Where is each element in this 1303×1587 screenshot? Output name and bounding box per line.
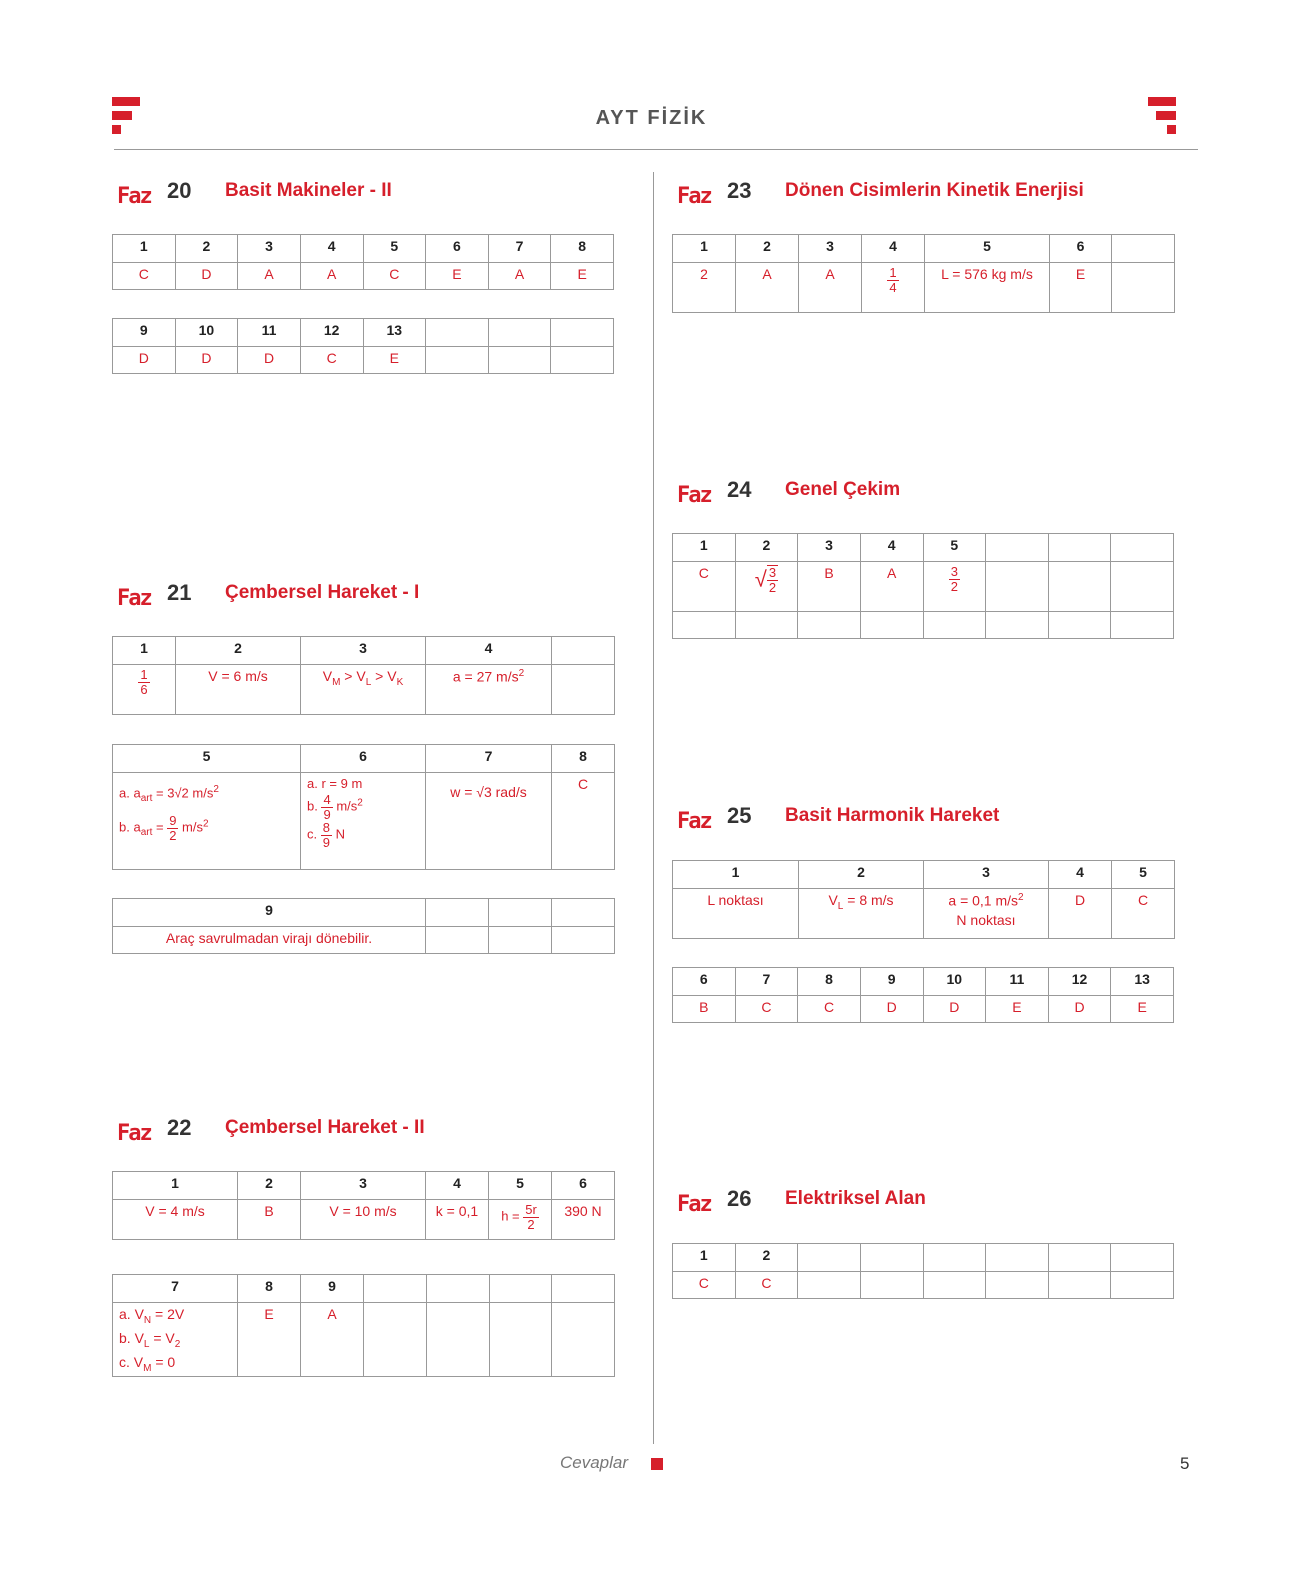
- answer: $V_M > V_L > V_K$: [301, 665, 426, 715]
- faz-logo: Faz: [677, 1192, 711, 1217]
- answer: B: [673, 996, 736, 1023]
- q-number: 2: [799, 861, 924, 889]
- answer: 2: [673, 263, 736, 313]
- numerator: 5r: [525, 1202, 537, 1217]
- q-number: 6: [301, 745, 426, 773]
- empty-cell: [986, 1244, 1049, 1272]
- q-number: 8: [798, 968, 861, 996]
- denominator: 2: [950, 578, 958, 594]
- section-header-23: [677, 178, 1197, 208]
- numerator: 3: [768, 565, 777, 580]
- q-number: 8: [551, 235, 614, 263]
- fraction: [949, 565, 960, 593]
- empty-cell: [986, 562, 1049, 612]
- section-header-21: [117, 580, 617, 610]
- answer: D: [175, 263, 238, 290]
- empty-cell: [1111, 1244, 1174, 1272]
- answer: C: [113, 263, 176, 290]
- answer: D: [1048, 996, 1111, 1023]
- empty-cell: [427, 1303, 490, 1377]
- answer-text: b. a: [119, 819, 141, 835]
- answer: [923, 562, 986, 612]
- answer-text: b. V: [119, 1329, 144, 1346]
- q-number: 3: [798, 534, 861, 562]
- answer: B: [238, 1200, 301, 1240]
- empty-cell: [1111, 1272, 1174, 1299]
- empty-cell: [923, 1244, 986, 1272]
- section-title: Dönen Cisimlerin Kinetik Enerjisi: [785, 180, 1084, 201]
- answer: B: [798, 562, 861, 612]
- answer: E: [426, 263, 489, 290]
- answer: 390 N: [552, 1200, 615, 1240]
- denominator: 9: [323, 806, 331, 822]
- q-number: 1: [673, 861, 799, 889]
- answer: C: [1112, 889, 1175, 939]
- q-number: 11: [986, 968, 1049, 996]
- section-title: Basit Harmonik Hareket: [785, 805, 1000, 826]
- empty-cell: [490, 1275, 552, 1303]
- empty-cell: [986, 1272, 1049, 1299]
- answer: E: [986, 996, 1049, 1023]
- answer: E: [1111, 996, 1174, 1023]
- empty-cell: [860, 1272, 923, 1299]
- answer-text: w = √3 rad/s: [450, 784, 527, 800]
- faz-logo: Faz: [677, 184, 711, 209]
- q-number: 7: [426, 745, 552, 773]
- answer-line: a = 0,1 $m/s^2$: [948, 892, 1024, 909]
- answer: [113, 1303, 238, 1377]
- faz-logo: Faz: [677, 809, 711, 834]
- empty-cell: [426, 319, 489, 347]
- fraction: [523, 1203, 539, 1231]
- fraction: [767, 565, 778, 594]
- section-number: 22: [167, 1115, 192, 1140]
- answer-text: = 8 m/s: [847, 892, 894, 908]
- answer: A: [488, 263, 551, 290]
- answer-text: = V: [153, 1329, 175, 1346]
- q-number: 8: [238, 1275, 301, 1303]
- q-number: 3: [301, 637, 426, 665]
- answer-text: m/s: [182, 819, 203, 835]
- answer: C: [673, 562, 736, 612]
- empty-cell: [552, 927, 615, 954]
- answer: k = 0,1: [426, 1200, 489, 1240]
- footer-square-icon: [651, 1458, 663, 1470]
- column-divider: [653, 172, 654, 1444]
- answer: A: [301, 1303, 364, 1377]
- answer: [489, 1200, 552, 1240]
- numerator: 4: [323, 792, 331, 807]
- q-number: 2: [238, 1172, 301, 1200]
- answer-text: c. V: [119, 1353, 144, 1370]
- section-header-20: [117, 178, 617, 208]
- answer-table-23: [672, 234, 1175, 313]
- empty-cell: [488, 347, 551, 374]
- q-number: 5: [363, 235, 426, 263]
- denominator: 4: [889, 279, 897, 295]
- q-number: 8: [552, 745, 615, 773]
- denominator: 6: [140, 681, 148, 697]
- answer-text: a. a: [119, 785, 141, 801]
- answer-text: a = 27 m/s: [452, 668, 519, 685]
- denominator: 2: [768, 579, 777, 595]
- q-number: 1: [113, 235, 176, 263]
- answer: A: [238, 263, 301, 290]
- answer: [924, 889, 1049, 939]
- empty-cell: [986, 534, 1049, 562]
- empty-cell: [364, 1275, 427, 1303]
- answer: D: [860, 996, 923, 1023]
- answer-text: N: [335, 826, 345, 842]
- answer: A: [736, 263, 799, 313]
- section-header-24: [677, 477, 1197, 507]
- q-number: 9: [301, 1275, 364, 1303]
- answer-text: h =: [501, 1208, 520, 1224]
- answer: D: [113, 347, 176, 374]
- section-number: 24: [727, 477, 752, 502]
- answer-text: m/s: [336, 798, 358, 814]
- empty-cell: [426, 347, 489, 374]
- answer: V = 10 m/s: [301, 1200, 426, 1240]
- q-number: 4: [426, 637, 552, 665]
- numerator: 3: [950, 564, 958, 579]
- empty-cell: [860, 1244, 923, 1272]
- denominator: 9: [322, 834, 330, 850]
- numerator: 1: [140, 667, 148, 682]
- q-number: 7: [113, 1275, 238, 1303]
- q-number: 7: [488, 235, 551, 263]
- q-number: 11: [238, 319, 301, 347]
- footer-label: Cevaplar: [560, 1453, 629, 1472]
- denominator: 2: [527, 1216, 535, 1232]
- answer: C: [673, 1272, 736, 1299]
- q-number: 4: [426, 1172, 489, 1200]
- section-number: 23: [727, 178, 752, 203]
- empty-cell: [860, 612, 923, 639]
- q-number: 2: [735, 534, 798, 562]
- answer: a = 27 $m/s^2$: [426, 665, 552, 715]
- answer: A: [860, 562, 923, 612]
- answer: E: [1050, 263, 1112, 313]
- answer-line: c. $V_M = 0$: [119, 1353, 176, 1374]
- answer: A: [300, 263, 363, 290]
- fraction: [887, 266, 898, 294]
- q-number: 1: [113, 637, 176, 665]
- faz-logo: Faz: [117, 184, 151, 209]
- numerator: 8: [322, 820, 330, 836]
- answer-line: b. $V_L = V_2$: [119, 1329, 181, 1350]
- fraction: [138, 668, 149, 696]
- q-number: 4: [862, 235, 925, 263]
- answer: [113, 773, 301, 870]
- answer: C: [798, 996, 861, 1023]
- empty-cell: [798, 1272, 861, 1299]
- q-number: 5: [489, 1172, 552, 1200]
- empty-cell: [986, 612, 1049, 639]
- q-number: 6: [552, 1172, 615, 1200]
- q-number: 3: [238, 235, 301, 263]
- answer: L = 576 kg m/s: [925, 263, 1050, 313]
- q-number: 1: [673, 235, 736, 263]
- q-number: 5: [925, 235, 1050, 263]
- q-number: 4: [1049, 861, 1112, 889]
- answer-table-22b: [112, 1274, 615, 1377]
- answer: E: [238, 1303, 301, 1377]
- faz-logo: Faz: [677, 483, 711, 508]
- answer: D: [923, 996, 986, 1023]
- q-number: 13: [1111, 968, 1174, 996]
- answer: V = 6 m/s: [176, 665, 301, 715]
- page-number: 5: [1180, 1454, 1190, 1473]
- answer: E: [551, 263, 614, 290]
- empty-cell: [735, 612, 798, 639]
- empty-cell: [1111, 612, 1174, 639]
- answer-table-25b: [672, 967, 1174, 1023]
- empty-cell: [552, 637, 615, 665]
- answer: [862, 263, 925, 313]
- empty-cell: [551, 319, 614, 347]
- empty-cell: [490, 1303, 552, 1377]
- section-header-25: [677, 803, 1197, 833]
- sqrt-icon: √: [754, 566, 767, 592]
- empty-cell: [1048, 534, 1111, 562]
- q-number: 2: [735, 1244, 798, 1272]
- answer-text: = 0: [155, 1353, 176, 1370]
- q-number: 3: [301, 1172, 426, 1200]
- answer-table-20a: [112, 234, 614, 290]
- numerator: 1: [889, 265, 897, 280]
- answer: L noktası: [673, 889, 799, 939]
- empty-cell: [923, 1272, 986, 1299]
- empty-cell: [1048, 1244, 1111, 1272]
- empty-cell: [426, 927, 489, 954]
- answer: C: [735, 996, 798, 1023]
- answer-line: a. $V_N = 2V$: [119, 1306, 185, 1326]
- empty-cell: [489, 927, 552, 954]
- q-number: 5: [923, 534, 986, 562]
- answer-text: b.: [307, 798, 318, 814]
- answer: [301, 773, 426, 870]
- q-number: 12: [300, 319, 363, 347]
- fraction: [321, 821, 332, 849]
- section-number: 26: [727, 1186, 752, 1211]
- empty-cell: [364, 1303, 427, 1377]
- empty-cell: [489, 899, 552, 927]
- section-title: Çembersel Hareket - II: [225, 1117, 425, 1138]
- q-number: 9: [113, 899, 426, 927]
- empty-cell: [923, 612, 986, 639]
- answer-line: b. $\frac{4}{9}$ $m/s^2$: [307, 792, 363, 822]
- q-number: 1: [673, 534, 736, 562]
- answer-line: a. $a_{art} = 3√2$ $m/s^2$: [119, 784, 219, 804]
- answer: D: [1049, 889, 1112, 939]
- answer-table-24: [672, 533, 1174, 639]
- fraction: [321, 793, 332, 821]
- answer: [735, 562, 798, 612]
- q-number: 6: [426, 235, 489, 263]
- q-number: 12: [1048, 968, 1111, 996]
- empty-cell: [552, 1303, 615, 1377]
- q-number: 6: [1050, 235, 1112, 263]
- answer-table-21c: [112, 898, 615, 954]
- q-number: 6: [673, 968, 736, 996]
- q-number: 2: [175, 235, 238, 263]
- answer-text: V: [828, 892, 838, 908]
- section-title: Genel Çekim: [785, 479, 901, 500]
- q-number: 2: [736, 235, 799, 263]
- section-number: 25: [727, 803, 752, 828]
- answer: [113, 665, 176, 715]
- q-number: 5: [113, 745, 301, 773]
- denominator: 2: [169, 827, 177, 843]
- answer: [426, 773, 552, 870]
- answer-table-21b: [112, 744, 615, 870]
- empty-cell: [1111, 534, 1174, 562]
- answer: E: [363, 347, 426, 374]
- empty-cell: [1112, 263, 1175, 313]
- q-number: 7: [735, 968, 798, 996]
- answer-text: a. V: [119, 1306, 144, 1322]
- q-number: 9: [860, 968, 923, 996]
- answer-table-21a: [112, 636, 615, 715]
- answer: C: [552, 773, 615, 870]
- answer: $V_L = 8$ m/s: [799, 889, 924, 939]
- q-number: 10: [175, 319, 238, 347]
- q-number: 13: [363, 319, 426, 347]
- section-title: Çembersel Hareket - I: [225, 582, 420, 603]
- answer-line: [307, 821, 423, 849]
- section-number: 21: [167, 580, 192, 605]
- empty-cell: [798, 1244, 861, 1272]
- q-number: 9: [113, 319, 176, 347]
- answer: D: [175, 347, 238, 374]
- answer-line: b. $a_{art}$ = $\frac{9}{2}$ $m/s^2$: [119, 812, 209, 843]
- section-title: Basit Makineler - II: [225, 180, 392, 201]
- numerator: 9: [169, 812, 177, 828]
- empty-cell: [798, 612, 861, 639]
- answer-table-20b: [112, 318, 614, 374]
- q-number: 4: [860, 534, 923, 562]
- q-number: 3: [799, 235, 862, 263]
- empty-cell: [426, 899, 489, 927]
- answer: Araç savrulmadan virajı dönebilir.: [113, 927, 426, 954]
- answer: C: [735, 1272, 798, 1299]
- q-number: 2: [176, 637, 301, 665]
- empty-cell: [552, 1275, 615, 1303]
- fraction: [167, 814, 178, 842]
- page-title: AYT FİZİK: [595, 107, 708, 129]
- header-divider: [114, 149, 1198, 150]
- answer: C: [300, 347, 363, 374]
- answer-text: c.: [307, 826, 318, 842]
- answer: C: [363, 263, 426, 290]
- faz-logo: Faz: [117, 1121, 151, 1146]
- empty-cell: [552, 899, 615, 927]
- empty-cell: [1112, 235, 1175, 263]
- answer: V = 4 m/s: [113, 1200, 238, 1240]
- answer: A: [799, 263, 862, 313]
- section-header-22: [117, 1115, 617, 1145]
- answer-line: N noktası: [956, 911, 1016, 928]
- section-header-26: [677, 1186, 1197, 1216]
- section-title: Elektriksel Alan: [785, 1188, 926, 1209]
- q-number: 4: [300, 235, 363, 263]
- empty-cell: [1111, 562, 1174, 612]
- answer-text: a = 0,1 m/s: [948, 892, 1019, 909]
- q-number: 5: [1112, 861, 1175, 889]
- section-number: 20: [167, 178, 192, 203]
- answer-table-25a: [672, 860, 1175, 939]
- faz-logo: Faz: [117, 586, 151, 611]
- empty-cell: [488, 319, 551, 347]
- q-number: 1: [673, 1244, 736, 1272]
- empty-cell: [551, 347, 614, 374]
- answer-text: = 2V: [155, 1306, 185, 1322]
- empty-cell: [427, 1275, 490, 1303]
- answer-line: a. r = 9 m: [307, 776, 363, 791]
- q-number: 10: [923, 968, 986, 996]
- empty-cell: [1048, 1272, 1111, 1299]
- q-number: 1: [113, 1172, 238, 1200]
- empty-cell: [552, 665, 615, 715]
- answer-table-22a: [112, 1171, 615, 1240]
- answer-table-26: [672, 1243, 1174, 1299]
- empty-cell: [673, 612, 736, 639]
- empty-cell: [1048, 562, 1111, 612]
- answer: D: [238, 347, 301, 374]
- empty-cell: [1048, 612, 1111, 639]
- answer-text: = 3√2 m/s: [155, 785, 214, 801]
- q-number: 3: [924, 861, 1049, 889]
